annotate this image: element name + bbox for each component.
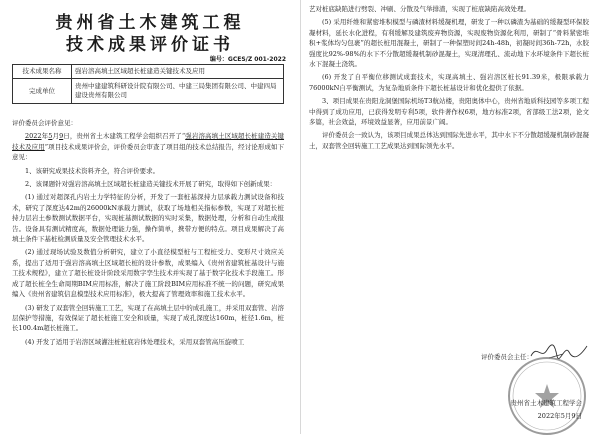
evaluation-opinion-left [12,118,284,350]
left-page [0,0,301,434]
table-row [13,79,284,104]
opinion-heading: 评价委员会评价意见： [12,119,77,127]
title-line2: 技术成果评价证书 [66,35,234,55]
achievement-name-value: 强岩溶高填土区域超长桩建造关键技术及应用 [72,65,284,79]
official-seal-icon [506,355,588,437]
opinion-point-3: 3、项目成果在贵阳龙洞堡国际机场T3航站楼，贵阳奥体中心，贵州省地质科技园等多项工程中得到了成功应用，已获得发明专利5项，软件著作权6项，地方标准2项，省部级工法2项，论文多篇，社会效益，环境效益显著，应用前景广阔。 [309,97,589,127]
info-table [12,64,284,104]
intro-year: 2022 [25,132,42,141]
intro-project-title: 强岩溶高填土区域超长桩建造关键技术及应用 [12,132,285,151]
certificate-number: 编号：GCES/Z 001-2022 [209,56,286,63]
innovation-3: (3) 研发了双套管全回转施工工艺，实现了在高填土层中的成孔施工，并采用双套管、岩溶层保护等措施，有效保证了超长桩施工安全和质量，实现了成孔深度达160m，桩径1.6m，桩长100.4m超长桩施工。 [12,303,284,333]
intro-month: 5 [48,132,53,141]
committee-chair-label: 评价委员会主任： [481,353,533,361]
innovation-5: (5) 采用纤维和紧密堆积模型与磷渣材料缓凝机理，研发了一种以磷渣为基础的缓凝型环保胶凝材料，延长水化进程，有利缓解及建筑废弃物资源，实现废物资源化利用，研制了“骨料紧密堆积+浆体均匀包裹”的超长桩用混凝土，研制了一种保塑时间24h-48h，初凝时间36h-72h，水胶强度比92%-98%的水下不分散超缓凝机制砂混凝土，实现清理孔、流动地下水环境条件下超长桩水下混凝土浇筑。 [309,18,589,69]
completing-unit-value: 贵州中建建筑科研设计院有限公司、中建三局集团有限公司、中建四局建设贵州有限公司 [72,79,284,104]
innovation-4: (4) 开发了适用于岩溶区域灌注桩桩底岩体处理技术，采用双套管高压旋喷工 [25,337,245,346]
intro-day: 9 [59,132,64,141]
achievement-name-label: 技术成果名称 [13,65,72,79]
innovation-6: (6) 开发了自平衡位移测试成套技术，实现高填土、强岩溶区桩长91.39米，极限承载力76000kN自平衡测试，为复杂地质条件下超长桩基设计和优化提供了依据。 [309,73,589,92]
opinion-point-2: 2、该课题针对强岩溶高填土区域超长桩建造关键技术开展了研究，取得如下创新成果： [25,180,277,189]
innovation-2: (2) 通过现场试验及数值分析研究，建立了小直径模型桩与工程桩受力、变形尺寸效应关系，提出了适用于强岩溶高填土区域超长桩的设计参数，成果编入《贵州省建筑桩基设计与施工技术规程》，建立了超长桩设计阶段采用数字孪生技术并实现了基于数字化技术手段施工。形成了超长桩全生命周期BIM应用标准，解决了施工阶段BIM应用标准不统一的问题，研究成果编入《贵州省建筑信息模型技术应用标准》，极大提高了管理效率和施工技术水平。 [12,248,284,299]
innovation-1: (1) 通过对超深孔内岩土力学特征的分析，开发了一套桩基深持力层承载力测试设备和技术，研究了深度达42m的26000kN承载力测试，获取了场地相关指标参数，实现了对超长桩持力层岩土参数测试数据平台，实现桩基测试数据的实时采集，数据处理，分析和自动生成报告。设备具有测试精度高，数据处理能力强，操作简单，携带方便的特点。项目成果解决了高填土条件下基桩检测质量及安全管理技术水平。 [12,193,284,244]
table-row [13,65,284,79]
completing-unit-label: 完成单位 [13,79,72,104]
right-page [301,0,600,434]
title-line1: 贵州省土木建筑工程 [55,13,245,33]
evaluation-opinion-right [309,4,589,154]
opinion-intro: 2022年5月9日，贵州省土木建筑工程学会组织召开了“强岩溶高填土区域超长桩建造关键技术及应用”项目技术成果评价会，评价委员会审查了项目组的技术总结报告，经讨论形成如下意见： [12,132,285,162]
issuing-organization: 贵州省土木建筑工程学会 [510,399,582,407]
innovation-4-continued: 艺对桩底缺陷进行劈裂、冲刷、分散及气举排渣，实现了桩底缺陷高效处理。 [309,5,530,13]
opinion-conclusion: 评价委员会一致认为，该项目成果总体达到国际先进水平，其中水下不分散超缓凝机制砂混凝土，双套管全回转施工工艺成果达到国际领先水平。 [309,131,589,150]
opinion-point-1: 1、该研究成果技术资料齐全，符合评价要求。 [25,166,160,175]
issue-date: 2022年5月9日 [537,412,582,420]
